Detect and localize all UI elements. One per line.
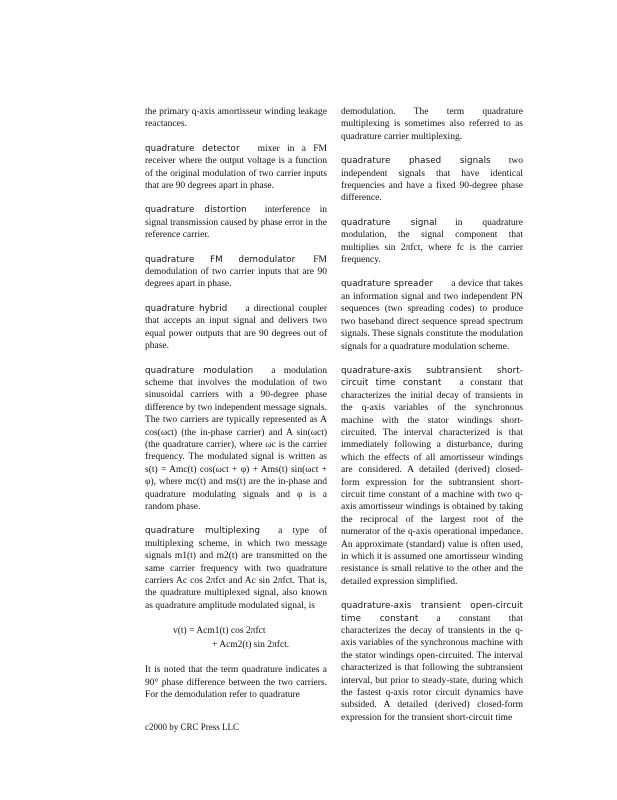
entry-text: the primary q-axis amortisseur winding leakage reactances. — [145, 107, 327, 130]
entry-quadrature-spreader — [341, 278, 523, 352]
entry-final-paragraph — [145, 664, 327, 701]
entry-quadrature-detector — [145, 143, 327, 193]
entry-quadrature-signal — [341, 217, 523, 267]
entry-definition: a type of multiplexing scheme, in which two message signals m1(t) and m2(t) are transmitted on the same carrier frequency with two quadrature carriers Ac cos 2πfct and Ac sin 2πfct. That is, the quadrature multiplexed signal, also known as quadrature amplitude modulated signal, is — [145, 526, 327, 611]
entry-quadrature-modulation — [145, 365, 327, 514]
entry-text: It is noted that the term quadrature indicates a 90° phase difference between the two carriers. For the demodulation refer to quadrature — [145, 665, 327, 701]
entry-term: quadrature-axis subtransient short-circuit time constant — [341, 365, 523, 389]
entry-definition: a device that takes an information signal and two independent PN sequences (two spreading codes) to produce two baseband direct sequence spread spectrum signals. These signals constitute the modulation signals for a quadrature modulation scheme. — [341, 279, 523, 352]
entry-text: demodulation. The term quadrature multiplexing is sometimes also referred to as quadrature carrier multiplexing. — [341, 107, 523, 142]
entry-definition: a modulation scheme that involves the modulation of two sinusoidal carriers with a 90-degree phase difference by two independent message signals. The two carriers are typically represented as A cos(ωct) (the in-phase carrier) and A sin(ωct) (the quadrature carrier), where ωc is the carrier frequency. The modulated signal is written as s(t) = Amc(t) cos(ωct + φ) + Ams(t) sin(ωct + φ), where mc(t) and ms(t) are the in-phase and quadrature modulating signals and φ is a random phase. — [145, 365, 327, 512]
entry-term: quadrature-axis transient open-circuit time constant — [341, 601, 523, 624]
entry-term: quadrature hybrid — [145, 303, 228, 314]
entry-term: quadrature FM demodulator — [145, 254, 296, 265]
equation-line-2: + Acm2(t) sin 2πfct. — [212, 640, 290, 651]
entry-term: quadrature spreader — [341, 279, 434, 290]
entry-definition: mixer in a FM receiver where the output voltage is a function of the original modulation of two carrier inputs that are 90 degrees apart in phase. — [145, 143, 328, 192]
entry-definition: interference in signal transmission caused by phase error in the reference carrier. — [145, 205, 327, 241]
entry-quadrature-hybrid — [145, 303, 327, 353]
entry-transient-open-circuit-time-constant — [341, 600, 523, 724]
entry-term: quadrature modulation — [145, 365, 254, 376]
multiplexed-signal-equation — [145, 624, 327, 652]
entry-definition: in quadrature modulation, the signal component that multiplies sin 2πfct, where fc is the carrier frequency. — [341, 217, 523, 266]
entry-definition: a constant that characterizes the initial decay of transients in the q-axis variables of the synchronous machine with the stator windings short-circuited. The interval characterized is that immediately following a disturbance, during which the effects of all amortisseur windings are considered. A detailed (derived) closed-form expression for the subtransient short-circuit time constant of a machine with two q-axis amortisseur windings is obtained by taking the reciprocal of the largest root of the numerator of the q-axis operational impedance. An approximate (standard) value is often used, in which it is assumed one amortisseur winding resistance is small relative to the other and the detailed expression simplified. — [341, 378, 523, 587]
copyright-footer: c2000 by CRC Press LLC — [145, 722, 240, 732]
entry-definition: two independent signals that have identical frequencies and have a fixed 90-degree phase difference. — [341, 156, 523, 204]
entry-term: quadrature phased signals — [341, 156, 491, 167]
equation-line-1: v(t) = Acm1(t) cos 2πfct — [173, 626, 266, 637]
entry-term: quadrature multiplexing — [145, 526, 261, 537]
entry-definition: a constant that characterizes the decay of transients in the q-axis variables of the synchronous machine with the stator windings open-circuited. The interval characterized is that following the subtransient interval, but prior to steady-state, during which the fastest q-axis rotor circuit dynamics have subsided. A detailed (derived) closed-form expression for the transient short-circuit time — [341, 613, 523, 723]
entry-quadrature-multiplexing — [145, 525, 327, 612]
entry-term: quadrature detector — [145, 143, 240, 154]
entry-quadrature-distortion — [145, 204, 327, 241]
entry-continuation-right — [341, 106, 523, 143]
entry-subtransient-short-circuit-time-constant — [341, 365, 523, 588]
entry-term: quadrature distortion — [145, 205, 247, 216]
entry-definition: FM demodulation of two carrier inputs that are 90 degrees apart in phase. — [145, 254, 327, 290]
right-column — [341, 106, 523, 736]
entry-quadrature-phased-signals — [341, 155, 523, 205]
entry-definition: a directional coupler that accepts an input signal and delivers two equal power outputs that are 90 degrees out of phase. — [145, 303, 328, 352]
entry-term: quadrature signal — [341, 217, 438, 228]
left-column — [145, 106, 327, 713]
entry-quadrature-fm-demodulator — [145, 254, 327, 291]
entry-continuation-left — [145, 106, 327, 131]
